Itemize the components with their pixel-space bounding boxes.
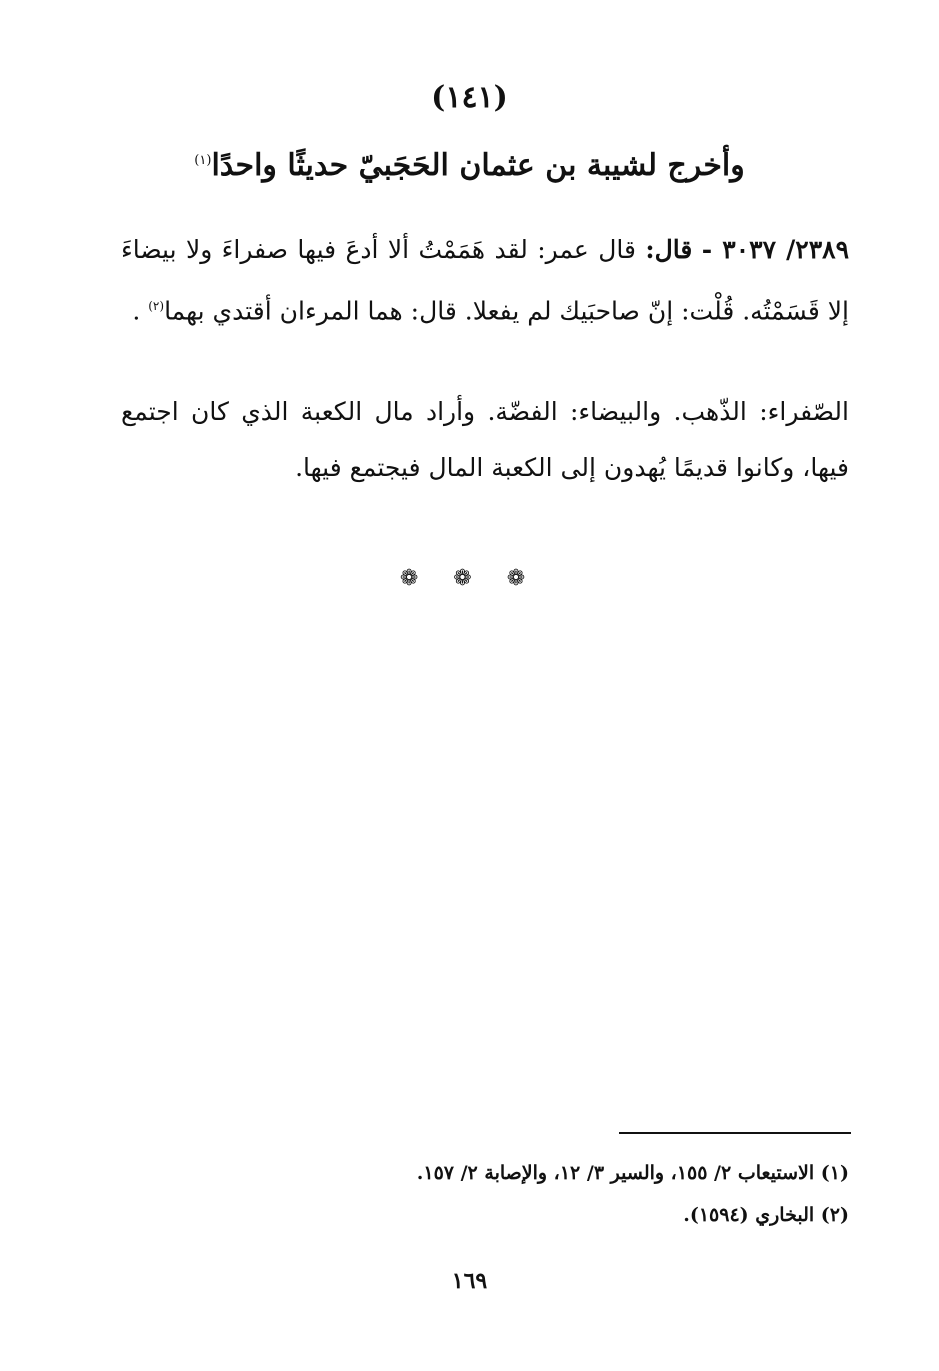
chapter-number: (١٤١) xyxy=(431,80,508,115)
footnote-2: (٢) البخاري (١٥٩٤). xyxy=(683,1204,849,1226)
hadith-number: ٢٣٨٩/ ٣٠٣٧ - xyxy=(701,235,849,264)
hadith-paragraph xyxy=(121,222,849,339)
section-separator-icon: ❁ ❁ ❁ xyxy=(399,566,540,591)
chapter-title xyxy=(0,148,939,183)
chapter-title-footnote-ref: (١) xyxy=(194,153,212,168)
page-number: ١٦٩ xyxy=(451,1268,488,1294)
footnote-divider xyxy=(619,1132,851,1134)
hadith-text: قال عمر: لقد هَمَمْتُ ألا أدعَ فيها صفراءَ ولا بيضاءَ إلا قَسَمْتُه. قُلْت: إنّ صاحبَيك لم يفعلا. قال: هما المرءان أقتدي بهما xyxy=(121,235,849,326)
footnote-1: (١) الاستيعاب ٢/ ١٥٥، والسير ٣/ ١٢، والإصابة ٢/ ١٥٧. xyxy=(416,1162,849,1184)
explanation-paragraph: الصّفراء: الذّهب. والبيضاء: الفضّة. وأراد مال الكعبة الذي كان اجتمع فيها، وكانوا قديمًا يُهدون إلى الكعبة المال فيجتمع فيها. xyxy=(121,397,849,482)
hadith-end: . xyxy=(132,296,149,326)
footnotes xyxy=(121,1152,849,1236)
hadith-qala: قال: xyxy=(645,235,693,264)
chapter-title-text: وأخرج لشيبة بن عثمان الحَجَبيّ حديثًا واحدًا xyxy=(211,148,745,183)
hadith-footnote-ref: (٢) xyxy=(148,299,165,313)
